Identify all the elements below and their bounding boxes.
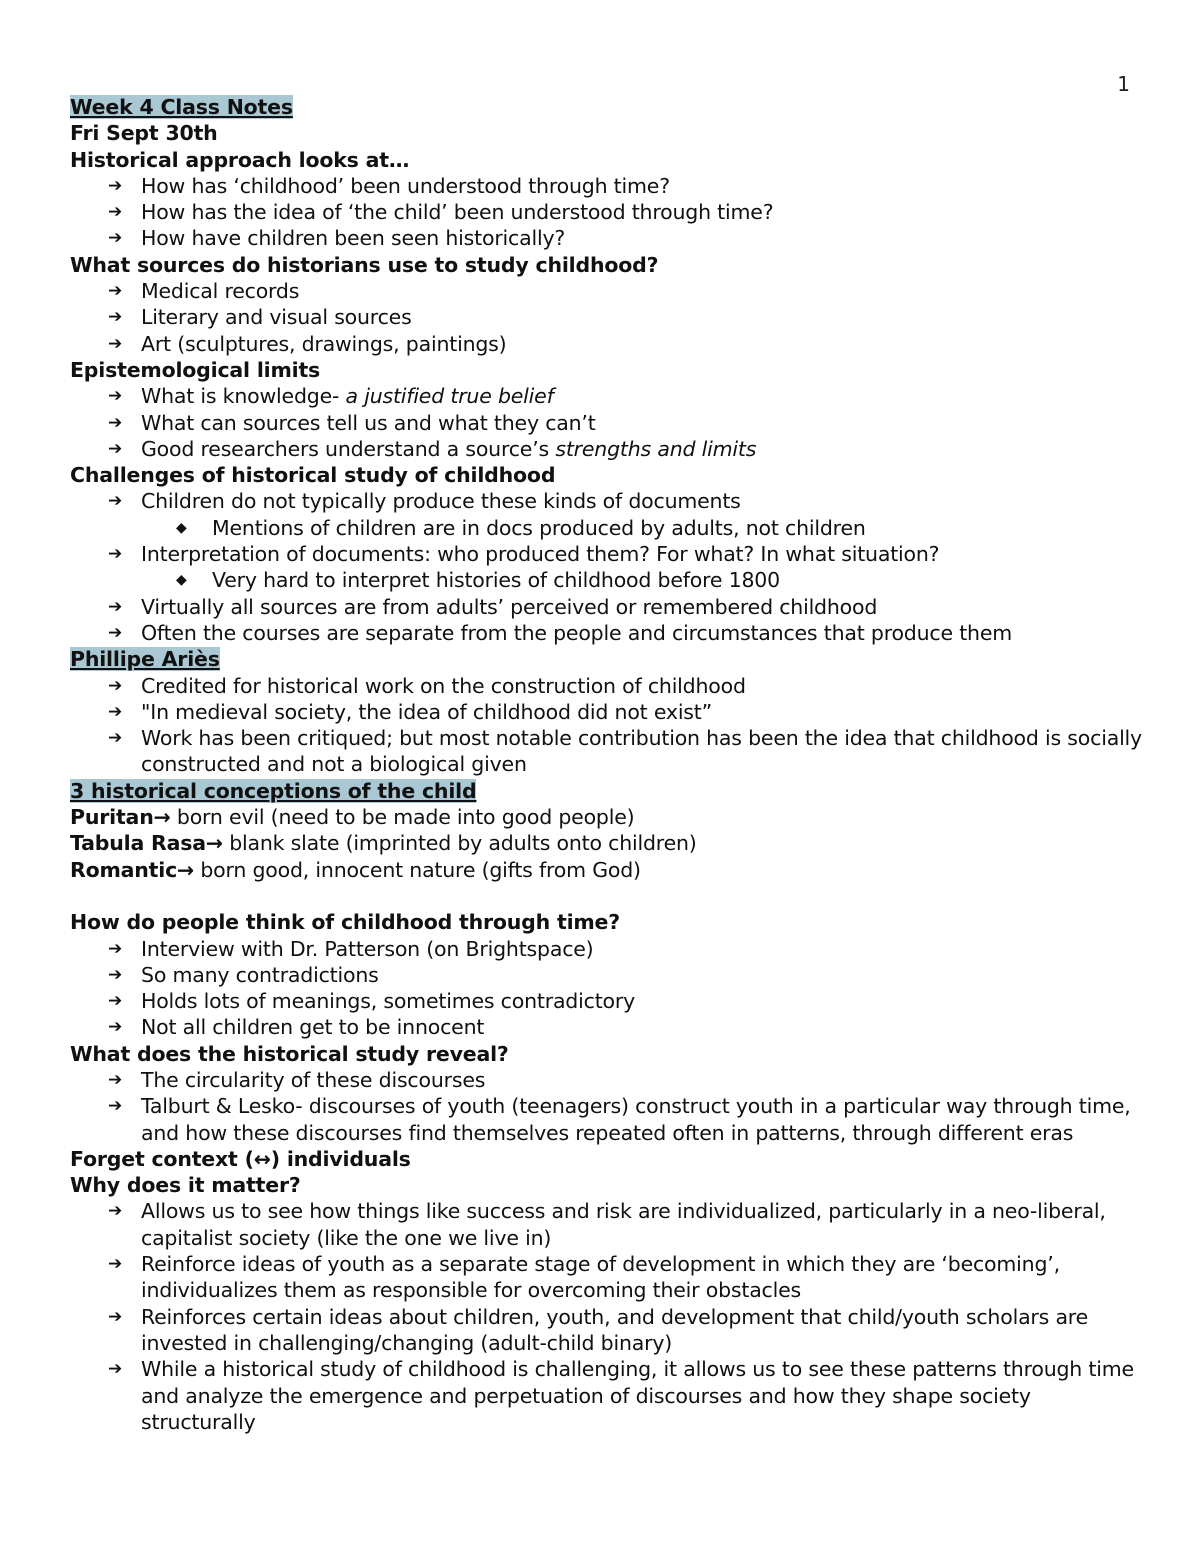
arrow-bullet-icon: ➔ (108, 1017, 123, 1038)
bullet-item: ➔ Literary and visual sources (108, 305, 412, 330)
section-heading-conceptions: 3 historical conceptions of the child (70, 778, 477, 803)
page-number: 1 (1117, 72, 1130, 96)
arrow-bullet-icon: ➔ (108, 728, 123, 749)
bullet-item: ➔ Medical records (108, 279, 300, 304)
bullet-item: ➔ Children do not typically produce these kinds of documents (108, 489, 741, 514)
bullet-item: ➔ How has the idea of ‘the child’ been understood through time? (108, 200, 774, 225)
arrow-bullet-icon: ➔ (108, 991, 123, 1012)
sub-bullet-item: ◆ Mentions of children are in docs produced by adults, not children (176, 515, 866, 540)
arrow-icon: → (153, 805, 171, 830)
arrow-bullet-icon: ➔ (108, 438, 123, 459)
arrow-icon: → (205, 831, 223, 856)
bullet-item: ➔ What is knowledge- a justified true belief (108, 384, 554, 409)
section-heading-challenges: Challenges of historical study of childhood (70, 463, 556, 488)
arrow-bullet-icon: ➔ (108, 1254, 123, 1275)
bullet-item: ➔ Interview with Dr. Patterson (on Brightspace) (108, 936, 594, 961)
section-heading-aries: Phillipe Ariès (70, 647, 220, 672)
arrow-icon: → (177, 857, 195, 882)
section-heading-approach: Historical approach looks at… (70, 147, 410, 172)
bullet-item: ➔ Talburt & Lesko- discourses of youth (teenagers) construct youth in a particular way through time, and how these discourses find themselves repeated often in patterns, through different eras (108, 1094, 1131, 1145)
arrow-bullet-icon: ➔ (108, 228, 123, 249)
bullet-item: ➔ Reinforce ideas of youth as a separate stage of development in which they are ‘becoming’, individualizes them as responsible for overcoming their obstacles (108, 1252, 1060, 1303)
bullet-item: ➔ Not all children get to be innocent (108, 1015, 485, 1040)
section-heading-sources: What sources do historians use to study childhood? (70, 252, 659, 277)
diamond-bullet-icon: ◆ (176, 572, 187, 589)
arrow-bullet-icon: ➔ (108, 1096, 123, 1117)
arrow-bullet-icon: ➔ (108, 701, 123, 722)
conception-tabula-rasa: Tabula Rasa→ blank slate (imprinted by adults onto children) (70, 831, 697, 856)
arrow-bullet-icon: ➔ (108, 491, 123, 512)
arrow-bullet-icon: ➔ (108, 412, 123, 433)
bullet-item: ➔ The circularity of these discourses (108, 1067, 486, 1092)
bullet-item: ➔ Virtually all sources are from adults’ perceived or remembered childhood (108, 594, 878, 619)
arrow-bullet-icon: ➔ (108, 964, 123, 985)
bullet-item: ➔ While a historical study of childhood is challenging, it allows us to see these patterns through time and analyze the emergence and perpetuation of discourses and how they shape society structurally (108, 1357, 1134, 1434)
bullet-item: ➔ Credited for historical work on the construction of childhood (108, 673, 746, 698)
arrow-bullet-icon: ➔ (108, 1069, 123, 1090)
arrow-bullet-icon: ➔ (108, 386, 123, 407)
bullet-item: ➔ How has ‘childhood’ been understood through time? (108, 173, 670, 198)
section-heading-through-time: How do people think of childhood through time? (70, 910, 620, 935)
arrow-bullet-icon: ➔ (108, 622, 123, 643)
bullet-item: ➔ What can sources tell us and what they can’t (108, 410, 596, 435)
sub-bullet-item: ◆ Very hard to interpret histories of childhood before 1800 (176, 568, 780, 593)
arrow-bullet-icon: ➔ (108, 175, 123, 196)
arrow-bullet-icon: ➔ (108, 544, 123, 565)
document-body (70, 94, 1150, 1435)
section-heading-matter: Why does it matter? (70, 1173, 301, 1198)
arrow-bullet-icon: ➔ (108, 1201, 123, 1222)
arrow-bullet-icon: ➔ (108, 596, 123, 617)
arrow-bullet-icon: ➔ (108, 675, 123, 696)
bullet-item: ➔ Good researchers understand a source’s strengths and limits (108, 436, 757, 461)
bullet-item: ➔ Allows us to see how things like success and risk are individualized, particularly in a neo-liberal, capitalist society (like the one we live in) (108, 1199, 1106, 1250)
bullet-item: ➔ Often the courses are separate from the people and circumstances that produce them (108, 620, 1013, 645)
bullet-item: ➔ "In medieval society, the idea of childhood did not exist” (108, 699, 713, 724)
conception-puritan: Puritan→ born evil (need to be made into good people) (70, 805, 635, 830)
diamond-bullet-icon: ◆ (176, 519, 187, 536)
arrow-bullet-icon: ➔ (108, 202, 123, 223)
arrow-bullet-icon: ➔ (108, 938, 123, 959)
section-heading-reveal: What does the historical study reveal? (70, 1041, 509, 1066)
bullet-item: ➔ Holds lots of meanings, sometimes contradictory (108, 989, 636, 1014)
bullet-item: ➔ Art (sculptures, drawings, paintings) (108, 331, 507, 356)
date-line: Fri Sept 30th (70, 121, 218, 146)
bullet-item: ➔ So many contradictions (108, 962, 379, 987)
section-heading-context: Forget context (↔) individuals (70, 1146, 411, 1171)
bullet-item: ➔ Reinforces certain ideas about children, youth, and development that child/youth scholars are invested in challenging/changing (adult-child binary) (108, 1304, 1089, 1355)
section-heading-epistemology: Epistemological limits (70, 357, 321, 382)
arrow-bullet-icon: ➔ (108, 281, 123, 302)
arrow-bullet-icon: ➔ (108, 307, 123, 328)
conception-romantic: Romantic→ born good, innocent nature (gifts from God) (70, 857, 641, 882)
bullet-item: ➔ How have children been seen historically? (108, 226, 566, 251)
bullet-item: ➔ Interpretation of documents: who produced them? For what? In what situation? (108, 542, 940, 567)
arrow-bullet-icon: ➔ (108, 333, 123, 354)
arrow-bullet-icon: ➔ (108, 1359, 123, 1380)
arrow-bullet-icon: ➔ (108, 1306, 123, 1327)
bullet-item: ➔ Work has been critiqued; but most notable contribution has been the idea that childhood is socially constructed and not a biological given (108, 726, 1142, 777)
blank-line (70, 883, 1150, 909)
page-title: Week 4 Class Notes (70, 95, 293, 119)
